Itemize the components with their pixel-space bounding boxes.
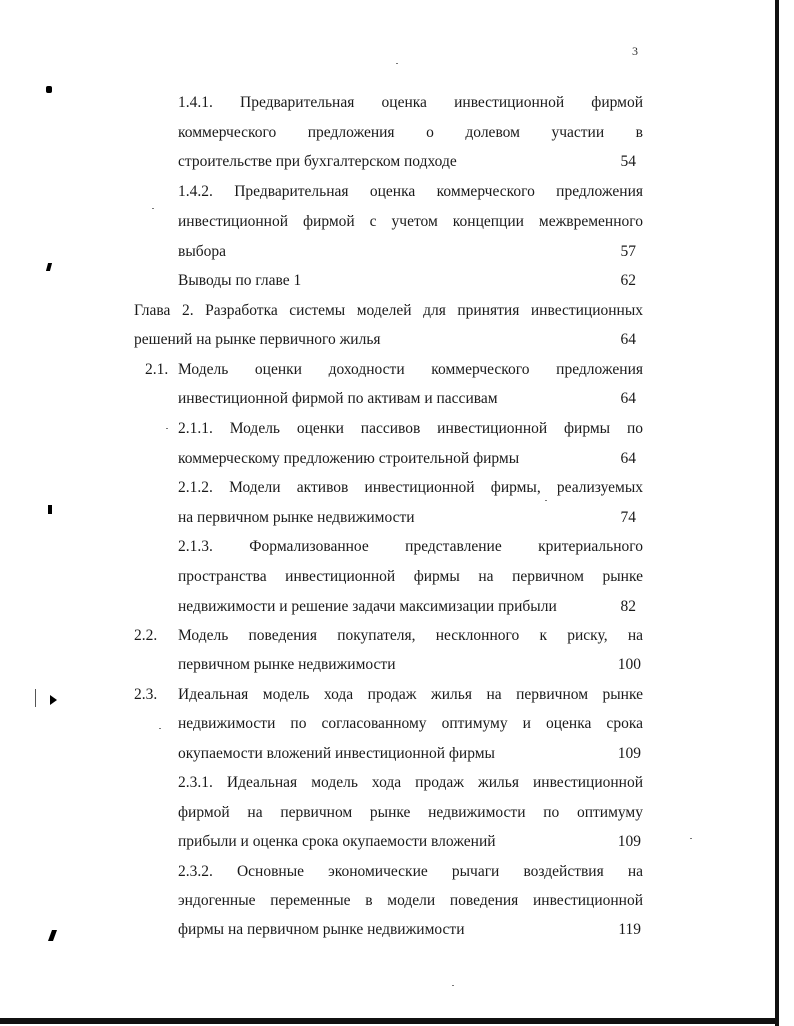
toc-entry-line: окупаемости вложений инвестиционной фирмы [178,745,495,762]
toc-entry-line: первичном рынке недвижимости [178,656,396,673]
toc-entry-line: эндогенные переменные в модели поведения инвестиционной [178,892,643,909]
toc-entry-line: Модель поведения покупателя, несклонного к риску, на [178,627,643,644]
toc-section-number: 2.2. [134,627,158,644]
toc-entry-line: строительстве при бухгалтерском подходе [178,153,457,170]
toc-entry-line: Глава 2. Разработка системы моделей для принятия инвестиционных [134,302,643,319]
toc-entry-line: фирмой на первичном рынке недвижимости по оптимуму [178,804,643,821]
page-number: 3 [632,44,638,58]
toc-page-number: 74 [620,509,636,526]
toc-entry-line: решений на рынке первичного жилья [134,331,381,348]
toc-entry-line: на первичном рынке недвижимости [178,509,415,526]
toc-page-number: 82 [620,598,636,615]
toc-entry-line: Идеальная модель хода продаж жилья на первичном рынке [178,686,643,703]
toc-entry-line: 2.1.3. Формализованное представление критериального [178,538,643,555]
toc-entry-line: инвестиционной фирмой с учетом концепции межвременного [178,213,643,230]
toc-entry-line: Выводы по главе 1 [178,272,302,289]
toc-entry-line: 2.1.1. Модель оценки пассивов инвестиционной фирмы по [178,420,643,437]
toc-entry-line: 1.4.1. Предварительная оценка инвестиционной фирмой [178,94,643,111]
toc-entry-line: 1.4.2. Предварительная оценка коммерческого предложения [178,183,643,200]
toc-page-number: 109 [617,745,641,762]
toc-page-number: 64 [620,450,636,467]
toc-page-number: 64 [620,390,636,407]
toc-entry-line: коммерческого предложения о долевом участии в [178,124,643,141]
toc-entry-line: инвестиционной фирмой по активам и пассивам [178,390,498,407]
toc-entry-line: недвижимости и решение задачи максимизации прибыли [178,598,557,615]
toc-entry-line: коммерческому предложению строительной фирмы [178,450,520,467]
toc-section-number: 2.1. [145,361,169,378]
toc-entry-line: фирмы на первичном рынке недвижимости [178,921,465,938]
toc-entry-line: пространства инвестиционной фирмы на первичном рынке [178,568,643,585]
toc-entry-line: 2.3.2. Основные экономические рычаги воздействия на [178,863,643,880]
scan-border-bottom [0,1018,779,1024]
toc-page-number: 62 [620,272,636,289]
toc-page-number: 109 [617,833,641,850]
toc-page-number: 64 [620,331,636,348]
toc-entry-line: 2.3.1. Идеальная модель хода продаж жилья инвестиционной [178,774,643,791]
toc-entry-line: выбора [178,243,226,260]
toc-entry-line: 2.1.2. Модели активов инвестиционной фирмы, реализуемых [178,479,643,496]
toc-page-number: 100 [617,656,641,673]
toc-page-number: 119 [618,921,641,938]
toc-page-number: 54 [620,153,636,170]
toc-page-number: 57 [620,243,636,260]
toc-entry-line: Модель оценки доходности коммерческого предложения [178,361,643,378]
toc-entry-line: недвижимости по согласованному оптимуму и оценка срока [178,715,643,732]
toc-entry-line: прибыли и оценка срока окупаемости вложений [178,833,496,850]
toc-section-number: 2.3. [134,686,158,703]
